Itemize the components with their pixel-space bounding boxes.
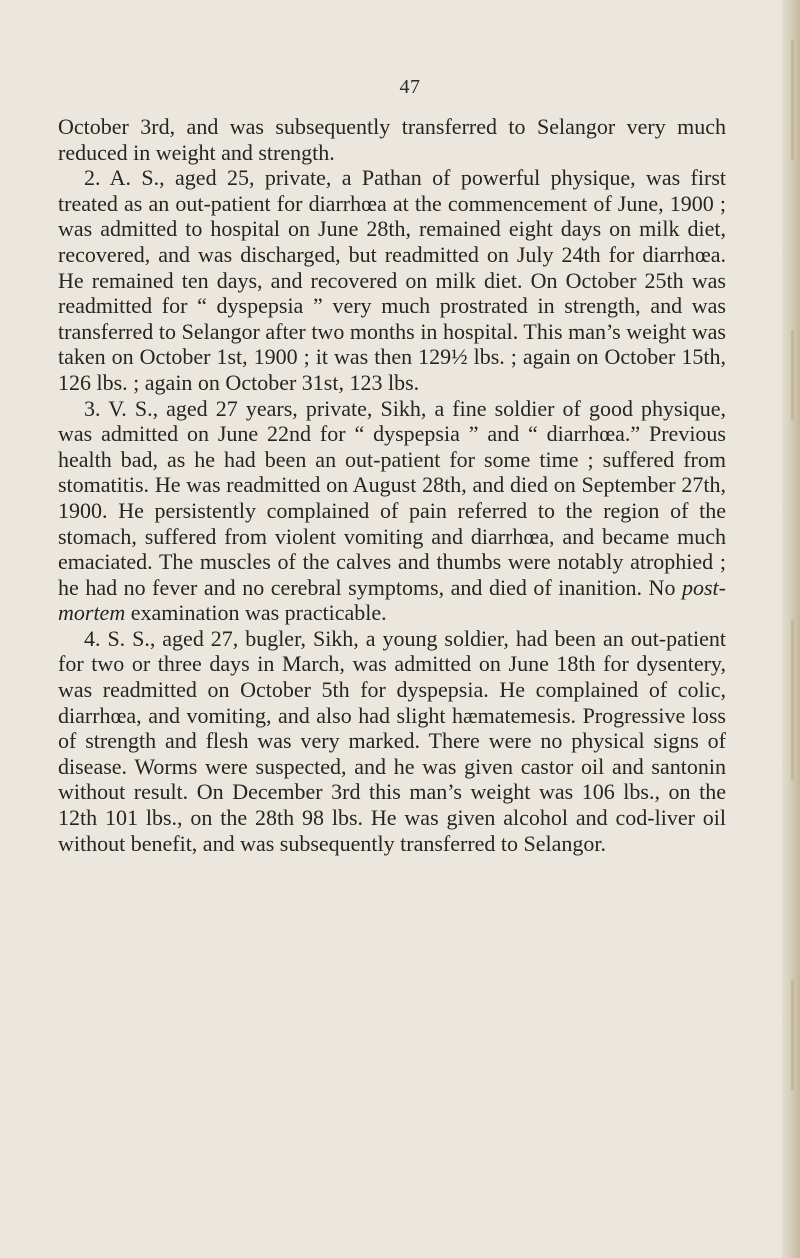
edge-stain <box>791 620 794 780</box>
edge-stain <box>791 330 794 420</box>
page-edge <box>782 0 800 1258</box>
edge-stain <box>791 980 794 1090</box>
italic-latin-term: post-mortem <box>58 574 726 626</box>
edge-stain <box>791 40 794 160</box>
paragraph-case-4: 4. S. S., aged 27, bugler, Sikh, a young soldier, had been an out-patient for two or three days in March, was admitted on June 18th for dysentery, was readmitted on October 5th for dyspepsia. He complained of colic, diarrhœa, and vomiting, and also had slight hæmatemesis. Progressive loss of strength and flesh was very marked. There were no physical signs of disease. Worms were suspected, and he was given castor oil and santonin without result. On December 3rd this man’s weight was 106 lbs., on the 12th 101 lbs., on the 28th 98 lbs. He was given alcohol and cod-liver oil without benefit, and was subsequently transferred to Selangor. <box>58 625 726 856</box>
paragraph-case-3: 3. V. S., aged 27 years, private, Sikh, a fine soldier of good physique, was admitted on June 22nd for “ dyspepsia ” and “ diarrhœa.” Previous health bad, as he had been an out-patient for some time ; suffered from stomatitis. He was readmitted on August 28th, and died on September 27th, 1900. He persistently complained of pain referred to the region of the stomach, suffered from violent vomiting and diarrhœa, and became much emaciated. The muscles of the calves and thumbs were notably atrophied ; he had no fever and no cerebral symptoms, and died of inanition. No post-mortem examination was practicable. <box>58 395 726 626</box>
paragraph-case-2: 2. A. S., aged 25, private, a Pathan of powerful physique, was first treated as an out-patient for diarrhœa at the commencement of June, 1900 ; was admitted to hospital on June 28th, remained eight days on milk diet, recovered, and was discharged, but readmitted on July 24th for diarrhœa. He remained ten days, and recovered on milk diet. On October 25th was readmitted for “ dyspepsia ” very much prostrated in strength, and was transferred to Selangor after two months in hospital. This man’s weight was taken on October 1st, 1900 ; it was then 129½ lbs. ; again on October 15th, 126 lbs. ; again on October 31st, 123 lbs. <box>58 165 726 395</box>
page-number: 47 <box>399 76 421 98</box>
paragraph-continuation: October 3rd, and was subsequently transferred to Selangor very much reduced in weight and strength. <box>58 114 726 165</box>
body-text <box>58 114 726 856</box>
